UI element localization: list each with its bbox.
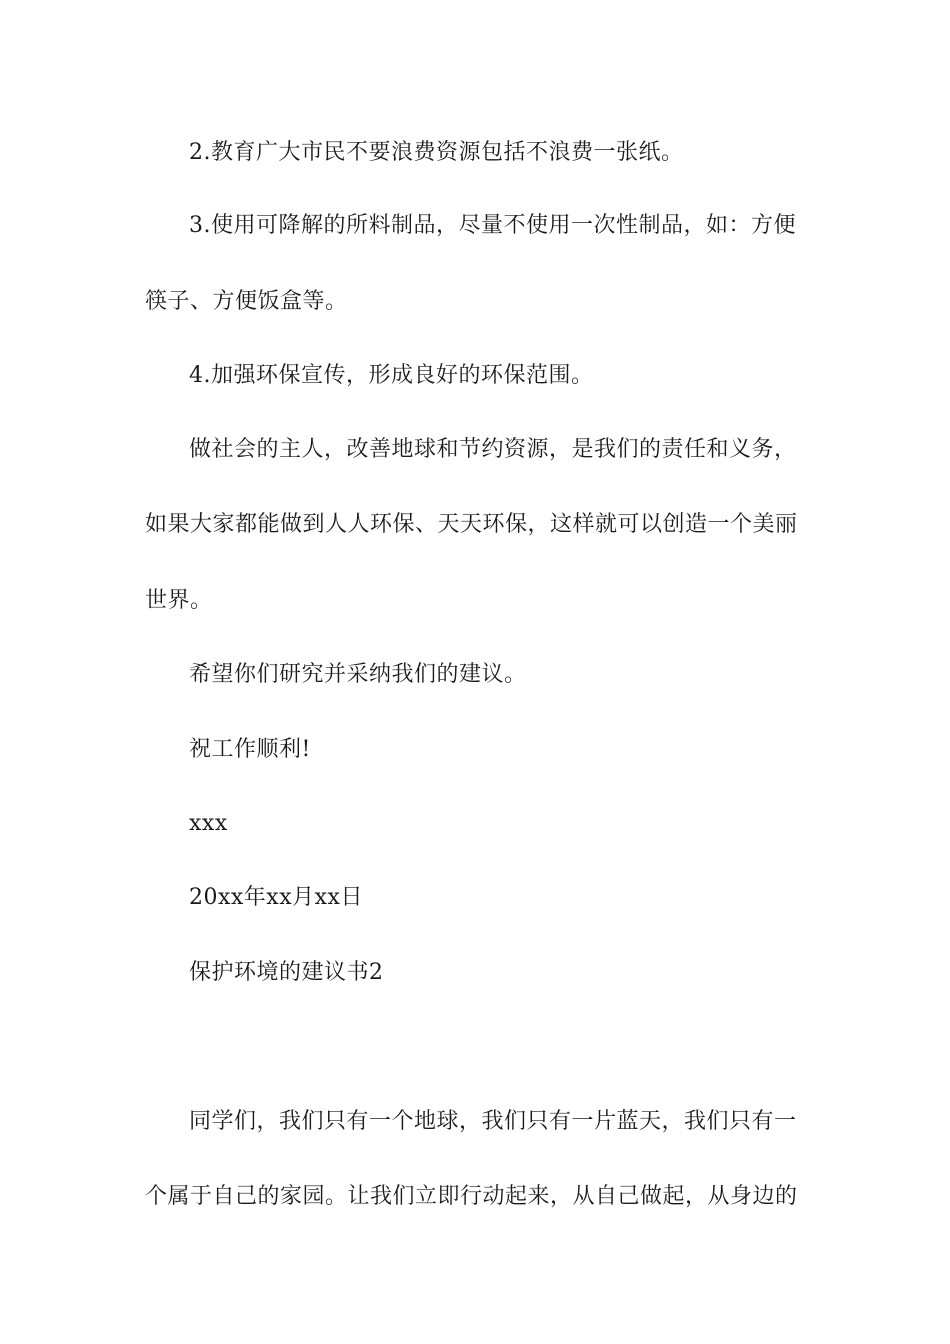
paragraph-1-line-3: 世界。 [145,588,213,613]
paragraph-2-line-1: 同学们，我们只有一个地球，我们只有一片蓝天，我们只有一 [189,1109,797,1134]
signature: xxx [189,811,228,836]
paragraph-2-line-2: 个属于自己的家园。让我们立即行动起来，从自己做起，从身边的 [145,1184,798,1209]
section-heading: 保护环境的建议书2 [189,960,384,985]
date-line: 20xx年xx月xx日 [189,885,363,910]
list-item-2: 2.教育广大市民不要浪费资源包括不浪费一张纸。 [189,140,684,165]
hope-line: 希望你们研究并采纳我们的建议。 [189,662,527,687]
paragraph-1-line-1: 做社会的主人，改善地球和节约资源，是我们的责任和义务， [189,437,797,462]
list-item-3-line-2: 筷子、方便饭盒等。 [145,289,348,314]
list-item-3-line-1: 3.使用可降解的所料制品，尽量不使用一次性制品，如：方便 [189,213,796,238]
closing-wish: 祝工作顺利! [189,737,311,762]
paragraph-1-line-2: 如果大家都能做到人人环保、天天环保，这样就可以创造一个美丽 [145,512,798,537]
list-item-4: 4.加强环保宣传，形成良好的环保范围。 [189,363,594,388]
